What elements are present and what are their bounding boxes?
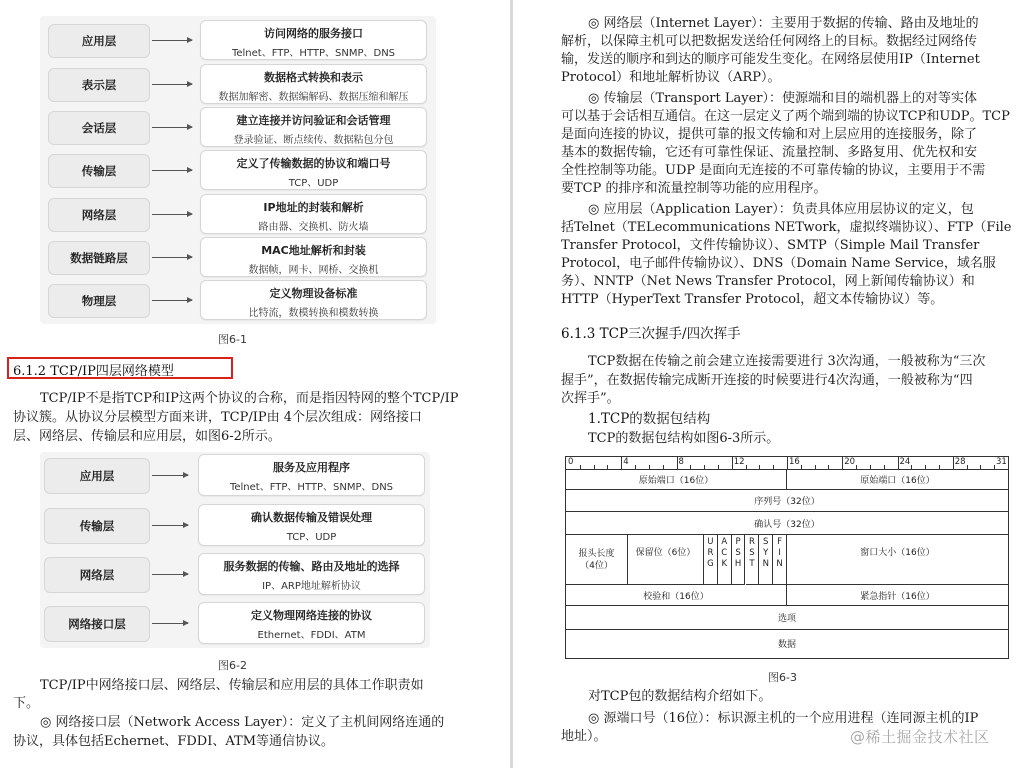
flag-cell: S Y N: [759, 535, 773, 585]
layer-examples: Telnet、FTP、HTTP、SNMP、DNS: [229, 482, 394, 493]
text-line: Protocol，电子邮件传输协议）、DNS（Domain Name Service，域名服: [561, 256, 996, 271]
osi-layer-description: [200, 64, 427, 104]
layer-examples: Ethernet、FDDI、ATM: [257, 630, 366, 641]
text-line: ◎ 网络层（Internet Layer）：主要用于数据的传输、路由及地址的: [588, 16, 979, 31]
text-line: Protocol）和地址解析协议（ARP）。: [561, 70, 781, 85]
flag-cell: A C K: [718, 535, 732, 585]
arrow-connector: [152, 40, 192, 41]
reserved-cell: [628, 535, 704, 585]
bit-label: 0: [568, 457, 574, 467]
osi-layer-name: 物理层: [48, 284, 150, 318]
arrow-connector: [152, 84, 192, 85]
section-heading-6-1-3: 6.1.3 TCP三次握手/四次挥手: [561, 326, 741, 342]
data-cell: [566, 630, 1008, 656]
tcpip-model-figure: [40, 452, 430, 648]
ack-label: 确认号（32位）: [754, 519, 820, 530]
text-line: 下。: [13, 696, 40, 711]
src-port-label: 原始端口（16位）: [638, 475, 714, 486]
text-line: 次挥手”。: [561, 391, 620, 406]
bit-label: 8: [678, 457, 684, 467]
figure-caption-6-1: 图6-1: [218, 333, 247, 346]
layer-examples: Telnet、FTP、HTTP、SNMP、DNS: [231, 48, 396, 59]
arrow-connector: [152, 127, 192, 128]
flag-cell: F I N: [773, 535, 787, 585]
layer-function: IP地址的封装和解析: [263, 201, 364, 214]
arrow-connector: [152, 623, 188, 624]
flag-cell: U R G: [704, 535, 718, 585]
osi-layer-description: [200, 280, 427, 320]
layer-function: 服务数据的传输、路由及地址的选择: [223, 560, 400, 573]
options-cell: [566, 606, 1008, 630]
text-line: ◎ 源端口号（16位）：标识源主机的一个应用进程（连同源主机的IP: [588, 711, 979, 726]
osi-layer-description: [200, 107, 427, 147]
arrow-connector: [152, 170, 192, 171]
checksum-cell: [566, 585, 787, 606]
ack-cell: [566, 512, 1008, 535]
tcpip-layer-name: 网络接口层: [44, 606, 150, 642]
text-line: 务）、NNTP（Net News Transfer Protocol，网上新闻传输协议）和: [561, 274, 975, 289]
tcpip-layer-name: 传输层: [44, 508, 150, 544]
tcpip-layer-description: [198, 553, 425, 595]
text-line: Transfer Protocol，文件传输协议）、SMTP（Simple Mail Transfer: [561, 238, 980, 253]
osi-layer-name: 网络层: [48, 198, 150, 232]
seq-cell: [566, 490, 1008, 512]
bit-label: 28: [954, 457, 966, 467]
osi-layer-description: [200, 237, 427, 277]
arrow-connector: [152, 574, 188, 575]
layer-examples: 登录验证、断点续传、数据粘包分包: [233, 135, 394, 146]
bit-tick: [677, 457, 678, 469]
reserved-label: 保留位（6位）: [635, 548, 696, 558]
layer-function: 服务及应用程序: [273, 461, 350, 474]
osi-layer-name: 传输层: [48, 154, 150, 188]
bit-tick: [787, 457, 788, 469]
bit-label: 16: [789, 457, 800, 467]
tcpip-layer-description: [198, 602, 425, 644]
osi-layer-name: 数据链路层: [48, 241, 150, 275]
layer-function: 数据格式转换和表示: [264, 71, 363, 84]
arrow-connector: [152, 214, 192, 215]
layer-function: 访问网络的服务接口: [264, 27, 363, 40]
osi-layer-description: [200, 194, 427, 234]
arrow-connector: [152, 525, 188, 526]
text-struct-intro: 对TCP包的数据结构介绍如下。: [588, 689, 772, 704]
right-page: [513, 0, 1035, 768]
left-page: [0, 0, 510, 768]
text-line: HTTP（HyperText Transfer Protocol，超文本传输协议）等。: [561, 292, 944, 307]
watermark-text: @稀土掘金技术社区: [850, 728, 990, 746]
dst-port-cell: [787, 469, 1008, 490]
flag-cell: P S H: [732, 535, 746, 585]
layer-function: 定义物理网络连接的协议: [251, 609, 372, 622]
tcp-header-diagram: [565, 456, 1009, 659]
seq-label: 序列号（32位）: [754, 497, 820, 507]
layer-examples: TCP、UDP: [288, 178, 339, 189]
layer-examples: 数据帧，网卡、网桥、交换机: [248, 265, 379, 276]
text-line: ◎ 应用层（Application Layer）：负责具体应用层协议的定义，包: [588, 202, 974, 217]
tcpip-layer-name: 网络层: [44, 557, 150, 593]
text-line: 全性控制等功能。UDP 是面向无连接的不可靠传输的协议，主要用于不需: [561, 163, 986, 178]
arrow-connector: [152, 475, 188, 476]
text-line: 协议簇。从协议分层模型方面来讲，TCP/IP由 4个层次组成：网络接口: [13, 410, 423, 425]
tcpip-layer-description: [198, 454, 425, 496]
tcpip-layer-description: [198, 504, 425, 546]
header-length-cell: [566, 535, 628, 585]
text-line: TCP/IP中网络接口层、网络层、传输层和应用层的具体工作职责如: [40, 678, 424, 693]
layer-examples: IP、ARP地址解析协议: [262, 581, 361, 592]
window-label: 窗口大小（16位）: [860, 548, 935, 558]
flag-cell: R S T: [746, 535, 760, 585]
data-label: 数据: [777, 639, 796, 650]
bit-tick: [842, 457, 843, 469]
arrow-connector: [152, 257, 192, 258]
text-line: ◎ 网络接口层（Network Access Layer）：定义了主机间网络连通的: [40, 715, 445, 730]
layer-examples: 路由器、交换机、防火墙: [258, 222, 369, 233]
text-line: 括Telnet（TELecommunications NETwork，虚拟终端协议）、FTP（File: [561, 220, 1012, 235]
figure-caption-6-3: 图6-3: [768, 671, 797, 684]
text-line: TCP/IP不是指TCP和IP这两个协议的合称，而是指因特网的整个TCP/IP: [40, 391, 459, 406]
layer-examples: TCP、UDP: [286, 532, 337, 543]
text-line: 要TCP 的排序和流量控制等功能的应用程序。: [561, 181, 827, 196]
window-cell: [787, 535, 1008, 585]
text-line: 可以基于会话相互通信。在这一层定义了两个端到端的协议TCP和UDP。TCP: [561, 109, 1010, 124]
text-line: 层、网络层、传输层和应用层，如图6-2所示。: [13, 429, 281, 444]
layer-function: 建立连接并访问验证和会话管理: [236, 114, 391, 127]
bit-tick: [953, 457, 954, 469]
section-heading-6-1-2: 6.1.2 TCP/IP四层网络模型: [13, 364, 174, 379]
urgent-pointer-label: 紧急指针（16位）: [860, 591, 935, 602]
figure-caption-6-2: 图6-2: [218, 659, 247, 672]
osi-layer-name: 应用层: [48, 24, 150, 58]
urgent-pointer-cell: [787, 585, 1008, 606]
text-line: 基本的数据传输，它还有可靠性保证、流量控制、多路复用、优先权和安: [561, 145, 978, 160]
bit-label: 12: [733, 457, 745, 467]
bit-label: 4: [623, 457, 629, 467]
tcpip-layer-name: 应用层: [44, 458, 150, 494]
text-line: TCP数据在传输之前会建立连接需要进行 3次沟通，一般被称为“三次: [588, 354, 986, 369]
checksum-label: 校验和（16位）: [643, 591, 709, 602]
header-length-label: 报头长度 （4位）: [578, 548, 615, 571]
bit-tick: [732, 457, 733, 469]
osi-model-figure: [40, 16, 436, 324]
src-port-cell: [566, 469, 787, 490]
subheading-tcp-packet: 1.TCP的数据包结构: [588, 411, 711, 427]
options-label: 选项: [777, 614, 796, 624]
bit-label: 24: [899, 457, 911, 467]
bit-tick: [898, 457, 899, 469]
text-line: 是面向连接的协议，提供可靠的报文传输和对上层应用的连接服务，除了: [561, 127, 978, 142]
osi-layer-name: 表示层: [48, 68, 150, 102]
layer-function: MAC地址解析和封装: [261, 244, 366, 257]
layer-examples: 数据加解密、数据编解码、数据压缩和解压: [218, 92, 409, 103]
text-line: 协议，具体包括Echernet、FDDI、ATM等通信协议。: [13, 734, 335, 749]
osi-layer-description: [200, 150, 427, 190]
bit-label: 31: [996, 457, 1007, 467]
layer-function: 定义物理设备标准: [269, 287, 358, 300]
text-line: 解析，以保障主机可以把数据发送给任何网络上的目标。数据经过网络传: [561, 34, 978, 49]
bit-label: 20: [844, 457, 856, 467]
text-line: ◎ 传输层（Transport Layer）：使源端和目的端机器上的对等实体: [588, 91, 978, 106]
text-line: 握手”，在数据传输完成断开连接的时候要进行4次沟通，一般被称为“四: [561, 373, 973, 388]
osi-layer-name: 会话层: [48, 111, 150, 145]
layer-examples: 比特流，数模转换和模数转换: [248, 308, 379, 319]
text-line: 地址）。: [561, 729, 607, 744]
text-packet-intro: TCP的数据包结构如图6-3所示。: [588, 431, 780, 446]
text-line: 输，发送的顺序和到达的顺序可能发生变化。在网络层使用IP（Internet: [561, 52, 980, 67]
layer-function: 确认数据传输及错误处理: [251, 511, 372, 524]
layer-function: 定义了传输数据的协议和端口号: [236, 157, 391, 170]
osi-layer-description: [200, 20, 427, 60]
dst-port-label: 原始端口（16位）: [860, 475, 935, 486]
bit-tick: [621, 457, 622, 469]
arrow-connector: [152, 300, 192, 301]
